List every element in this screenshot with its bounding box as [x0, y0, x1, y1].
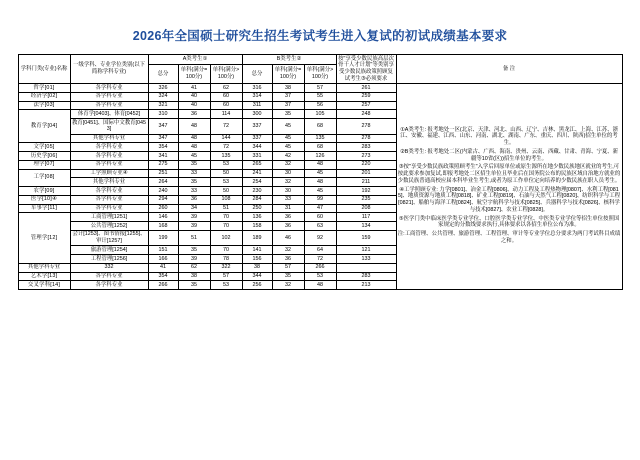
a-singleover100-cell: 60 — [210, 92, 242, 101]
discipline-cell: 经济学[02] — [18, 92, 70, 101]
b-singleover100-cell: 72 — [304, 255, 336, 264]
b-single100-cell: 35 — [272, 272, 304, 281]
b-single100-cell: 31 — [272, 204, 304, 213]
a-single100-cell: 39 — [178, 213, 210, 222]
b-singleover100-cell: 68 — [304, 143, 336, 152]
b-singleover100-cell: 48 — [304, 178, 336, 187]
a-total-cell: 151 — [148, 246, 178, 255]
b-singleover100-cell: 126 — [304, 152, 336, 161]
remark-note: ①A类考生: 报考地处一区(北京、天津、河北、山西、辽宁、吉林、黑龙江、上海、江苏、浙江、安徽、福建、江西、山东、河南、湖北、湖南、广东、重庆、四川、陕西)招生单位的考生。 — [399, 126, 619, 146]
b-single100-cell: 32 — [272, 246, 304, 255]
policy-cell: 133 — [336, 255, 396, 264]
policy-cell: 261 — [336, 84, 396, 93]
a-singleover100-cell: 78 — [210, 255, 242, 264]
major-cell: 各学科专业 — [70, 204, 148, 213]
b-total-cell: 250 — [242, 204, 272, 213]
a-single100-cell: 33 — [178, 187, 210, 196]
b-single100-cell: 30 — [272, 169, 304, 178]
remark-note: ⑤医学门类中临床医学类专业学位、口腔医学类专业学位、中医类专业学位等招生单位按照国家规定的分数线要求执行,具体要求以各招生单位公布为准。 — [398, 215, 620, 229]
b-single100-cell: 37 — [272, 101, 304, 110]
b-single100-cell: 45 — [272, 143, 304, 152]
a-total-cell: 347 — [148, 134, 178, 143]
table-row — [18, 84, 622, 93]
discipline-cell: 管理学[12] — [18, 213, 70, 264]
b-singleover100-cell: 47 — [304, 204, 336, 213]
remark-note: ④工学照顾专业: 力学[0801]、冶金工程[0806]、动力工程及工程热物理[0807]、水利工程[0815]、地质资源与地质工程[0818]、矿业工程[0819]、石油与天然气工程[0820]、纺织科学与工程[0821]、船舶与海洋工程[0824]、航空宇航科学与技术[0825]、兵器科学与技术[0826]、核科学与技术[0827]、农业工程[0828]。 — [398, 186, 620, 213]
major-cell: 工学照顾专业④ — [70, 169, 148, 178]
discipline-cell: 工学[08] — [18, 169, 70, 187]
policy-cell: 248 — [336, 110, 396, 119]
header-discipline: 学科门类(专业)名称 — [18, 55, 70, 84]
major-cell: 会计[1253]、图书情报[1255]、审计[1257] — [70, 230, 148, 246]
discipline-cell: 理学[07] — [18, 160, 70, 169]
a-single100-cell: 48 — [178, 134, 210, 143]
policy-cell: 273 — [336, 152, 396, 161]
a-singleover100-cell: 102 — [210, 230, 242, 246]
a-singleover100-cell: 53 — [210, 160, 242, 169]
a-single100-cell: 48 — [178, 119, 210, 135]
header-a-total: 总分 — [148, 65, 178, 84]
b-total-cell: 136 — [242, 213, 272, 222]
a-total-cell: 275 — [148, 160, 178, 169]
header-b-total: 总分 — [242, 65, 272, 84]
remark-note: ③按"享受少数民族政策照顾考生"入学后回原单位或原生源所在地少数民族地区就业的考生,可按此要求参加复试,即报考地处二区招生单位且毕业后在国务院公布的民族区域自治地方就业的少数民族普通高校应届本科毕业生考生,或者为原工作单位定向培养的少数民族在职人员考生。 — [397, 164, 621, 184]
b-singleover100-cell: 135 — [304, 134, 336, 143]
b-singleover100-cell: 45 — [304, 187, 336, 196]
b-total-cell: 254 — [242, 178, 272, 187]
b-total-cell: 300 — [242, 110, 272, 119]
a-singleover100-cell: 70 — [210, 213, 242, 222]
a-single100-cell: 41 — [178, 84, 210, 93]
b-total-cell: 284 — [242, 195, 272, 204]
b-single100-cell: 32 — [272, 178, 304, 187]
a-singleover100-cell: 108 — [210, 195, 242, 204]
major-cell: 工商管理[1251] — [70, 213, 148, 222]
discipline-cell: 哲学[01] — [18, 84, 70, 93]
major-cell: 各学科专业 — [70, 101, 148, 110]
a-total-cell: 240 — [148, 187, 178, 196]
b-total-cell: 241 — [242, 169, 272, 178]
major-cell: 教育[0451]、国际中文教育[0453] — [72, 119, 146, 133]
policy-cell: 201 — [336, 169, 396, 178]
a-single100-cell: 35 — [178, 178, 210, 187]
a-single100-cell: 35 — [178, 281, 210, 290]
policy-cell: 159 — [336, 230, 396, 246]
header-a-single-over100: 单科(满分>100分) — [210, 65, 242, 84]
major-cell: 各学科专业 — [70, 160, 148, 169]
b-singleover100-cell: 57 — [272, 263, 304, 272]
major-cell: 各学科专业 — [70, 195, 148, 204]
policy-cell: 117 — [336, 213, 396, 222]
b-singleover100-cell: 60 — [304, 213, 336, 222]
header-b-single-over100: 单科(满分>100分) — [304, 65, 336, 84]
b-singleover100-cell: 68 — [304, 119, 336, 135]
b-total-cell: 311 — [242, 101, 272, 110]
a-singleover100-cell: 50 — [210, 187, 242, 196]
a-total-cell: 264 — [148, 178, 178, 187]
header-a-single-100: 单科(满分=100分) — [178, 65, 210, 84]
a-single100-cell: 40 — [178, 101, 210, 110]
b-singleover100-cell: 105 — [304, 110, 336, 119]
a-singleover100-cell: 70 — [210, 222, 242, 231]
a-total-cell: 199 — [148, 230, 178, 246]
major-cell: 旅游管理[1254] — [70, 246, 148, 255]
policy-cell: 192 — [336, 187, 396, 196]
b-singleover100-cell: 48 — [304, 160, 336, 169]
b-total-cell: 322 — [210, 263, 242, 272]
a-total-cell: 260 — [148, 204, 178, 213]
b-total-cell: 156 — [242, 255, 272, 264]
b-total-cell: 314 — [242, 92, 272, 101]
b-single100-cell: 36 — [272, 213, 304, 222]
b-total-cell: 337 — [242, 119, 272, 135]
a-total-cell: 341 — [148, 152, 178, 161]
policy-cell: 220 — [336, 160, 396, 169]
policy-cell: 283 — [336, 272, 396, 281]
b-total-cell: 230 — [242, 187, 272, 196]
a-single100-cell: 40 — [178, 92, 210, 101]
remark-note: 注:工商管理、公共管理、旅游管理、工程管理、审计等专业学位总分要求为两门考试科目成绩之和。 — [397, 231, 621, 244]
policy-cell: 257 — [336, 101, 396, 110]
a-single100-cell: 41 — [148, 263, 178, 272]
header-b-single-100: 单科(满分=100分) — [272, 65, 304, 84]
a-single100-cell: 35 — [178, 246, 210, 255]
b-singleover100-cell: 63 — [304, 222, 336, 231]
header-policy: 按"享受少数民族高层次骨干人才计划"等类别享受少数民族政策照顾复试考生③必须要求 — [336, 55, 396, 84]
b-single100-cell: 45 — [272, 134, 304, 143]
policy-cell: 266 — [304, 263, 336, 272]
discipline-cell: 医学[10]④ — [18, 195, 70, 204]
a-singleover100-cell: 62 — [210, 84, 242, 93]
a-singleover100-cell: 72 — [210, 119, 242, 135]
a-singleover100-cell: 50 — [210, 169, 242, 178]
a-singleover100-cell: 114 — [210, 110, 242, 119]
b-singleover100-cell: 45 — [304, 169, 336, 178]
a-single100-cell: 35 — [178, 160, 210, 169]
b-single100-cell: 42 — [272, 152, 304, 161]
major-cell: 各学科专业 — [70, 281, 148, 290]
policy-cell: 235 — [336, 195, 396, 204]
policy-cell: 211 — [336, 178, 396, 187]
b-total-cell: 344 — [242, 143, 272, 152]
b-singleover100-cell: 92 — [304, 230, 336, 246]
a-single100-cell: 48 — [178, 143, 210, 152]
b-single100-cell: 35 — [272, 110, 304, 119]
discipline-cell: 教育学[04] — [18, 110, 70, 143]
a-singleover100-cell: 57 — [210, 272, 242, 281]
b-single100-cell: 45 — [272, 119, 304, 135]
b-single100-cell: 46 — [272, 230, 304, 246]
header-major: 一级学科、专业学位类别(以下简称学科专业) — [70, 55, 148, 84]
major-cell: 各学科专业 — [70, 143, 148, 152]
a-total-cell: 146 — [148, 213, 178, 222]
b-singleover100-cell: 55 — [304, 92, 336, 101]
b-single100-cell: 33 — [272, 195, 304, 204]
b-total-cell: 265 — [242, 160, 272, 169]
major-cell: 各学科专业 — [70, 92, 148, 101]
discipline-cell: 文学[05] — [18, 143, 70, 152]
policy-cell: 121 — [336, 246, 396, 255]
header-group-a: A类考生① — [148, 55, 242, 65]
major-cell: 体育学[0403]、体育[0452] — [70, 110, 148, 119]
discipline-cell: 农学[09] — [18, 187, 70, 196]
a-total-cell: 168 — [148, 222, 178, 231]
b-singleover100-cell: 64 — [304, 246, 336, 255]
b-single100-cell: 36 — [272, 222, 304, 231]
a-total-cell: 354 — [148, 143, 178, 152]
b-single100-cell: 37 — [272, 92, 304, 101]
table-body — [18, 84, 622, 290]
b-singleover100-cell: 48 — [304, 281, 336, 290]
discipline-cell: 历史学[06] — [18, 152, 70, 161]
policy-cell: 278 — [336, 119, 396, 135]
a-singleover100-cell: 144 — [210, 134, 242, 143]
header-remark: 备 注 — [396, 55, 622, 84]
page-title: 2026年全国硕士研究生招生考试考生进入复试的初试成绩基本要求 — [132, 29, 508, 43]
a-total-cell: 294 — [148, 195, 178, 204]
a-total-cell: 166 — [148, 255, 178, 264]
b-single100-cell: 32 — [272, 281, 304, 290]
b-total-cell: 189 — [242, 230, 272, 246]
discipline-cell: 交叉学科[14] — [18, 281, 70, 290]
policy-cell: 213 — [336, 281, 396, 290]
b-total-cell: 344 — [242, 272, 272, 281]
major-cell: 其他学科专业 — [70, 134, 148, 143]
b-single100-cell: 38 — [272, 84, 304, 93]
a-singleover100-cell: 135 — [210, 152, 242, 161]
remark-note: ②B类考生: 报考地处二区(内蒙古、广西、海南、贵州、云南、西藏、甘肃、青海、宁夏、新疆等10省(区))招生单位的考生。 — [399, 148, 619, 162]
b-singleover100-cell: 56 — [304, 101, 336, 110]
a-total-cell: 266 — [148, 281, 178, 290]
b-single100-cell: 32 — [272, 160, 304, 169]
a-single100-cell: 36 — [178, 110, 210, 119]
a-singleover100-cell: 60 — [210, 101, 242, 110]
a-total-cell: 251 — [148, 169, 178, 178]
policy-cell: 134 — [336, 222, 396, 231]
table-header — [18, 55, 622, 84]
a-singleover100-cell: 53 — [210, 178, 242, 187]
major-cell: 其他学科专业 — [70, 178, 148, 187]
score-requirements-table — [18, 54, 623, 290]
major-cell: 工程管理[1256] — [70, 255, 148, 264]
b-total-cell: 331 — [242, 152, 272, 161]
major-cell: 各学科专业 — [70, 84, 148, 93]
a-single100-cell: 34 — [178, 204, 210, 213]
a-total-cell: 326 — [148, 84, 178, 93]
a-singleover100-cell: 53 — [210, 281, 242, 290]
a-total-cell: 332 — [70, 263, 148, 272]
major-cell: 各学科专业 — [70, 187, 148, 196]
a-single100-cell: 38 — [178, 272, 210, 281]
a-singleover100-cell: 62 — [178, 263, 210, 272]
a-single100-cell: 39 — [178, 222, 210, 231]
b-total-cell: 158 — [242, 222, 272, 231]
b-total-cell: 141 — [242, 246, 272, 255]
a-total-cell: 324 — [148, 92, 178, 101]
b-singleover100-cell: 99 — [304, 195, 336, 204]
a-single100-cell: 45 — [178, 152, 210, 161]
major-cell: 公共管理[1252] — [70, 222, 148, 231]
policy-cell: 208 — [336, 204, 396, 213]
b-total-cell: 316 — [242, 84, 272, 93]
b-single100-cell: 36 — [272, 255, 304, 264]
major-cell: 各学科专业 — [70, 272, 148, 281]
major-cell: 其他学科专业 — [18, 263, 70, 272]
b-total-cell: 337 — [242, 134, 272, 143]
a-single100-cell: 36 — [178, 195, 210, 204]
a-total-cell: 347 — [148, 119, 178, 135]
a-singleover100-cell: 72 — [210, 143, 242, 152]
b-total-cell: 256 — [242, 281, 272, 290]
a-single100-cell: 33 — [178, 169, 210, 178]
b-single100-cell: 30 — [272, 187, 304, 196]
a-total-cell: 354 — [148, 272, 178, 281]
major-cell: 各学科专业 — [70, 152, 148, 161]
b-singleover100-cell: 57 — [304, 84, 336, 93]
discipline-cell: 军事学[11] — [18, 204, 70, 213]
a-singleover100-cell: 51 — [210, 204, 242, 213]
b-singleover100-cell: 53 — [304, 272, 336, 281]
policy-cell: 259 — [336, 92, 396, 101]
a-singleover100-cell: 70 — [210, 246, 242, 255]
remark-cell — [396, 84, 622, 290]
a-total-cell: 321 — [148, 101, 178, 110]
discipline-cell: 艺术学[13] — [18, 272, 70, 281]
policy-cell: 278 — [336, 134, 396, 143]
a-single100-cell: 51 — [178, 230, 210, 246]
a-single100-cell: 39 — [178, 255, 210, 264]
policy-cell: 283 — [336, 143, 396, 152]
header-group-b: B类考生② — [242, 55, 336, 65]
a-total-cell: 310 — [148, 110, 178, 119]
discipline-cell: 法学[03] — [18, 101, 70, 110]
b-single100-cell: 38 — [242, 263, 272, 272]
